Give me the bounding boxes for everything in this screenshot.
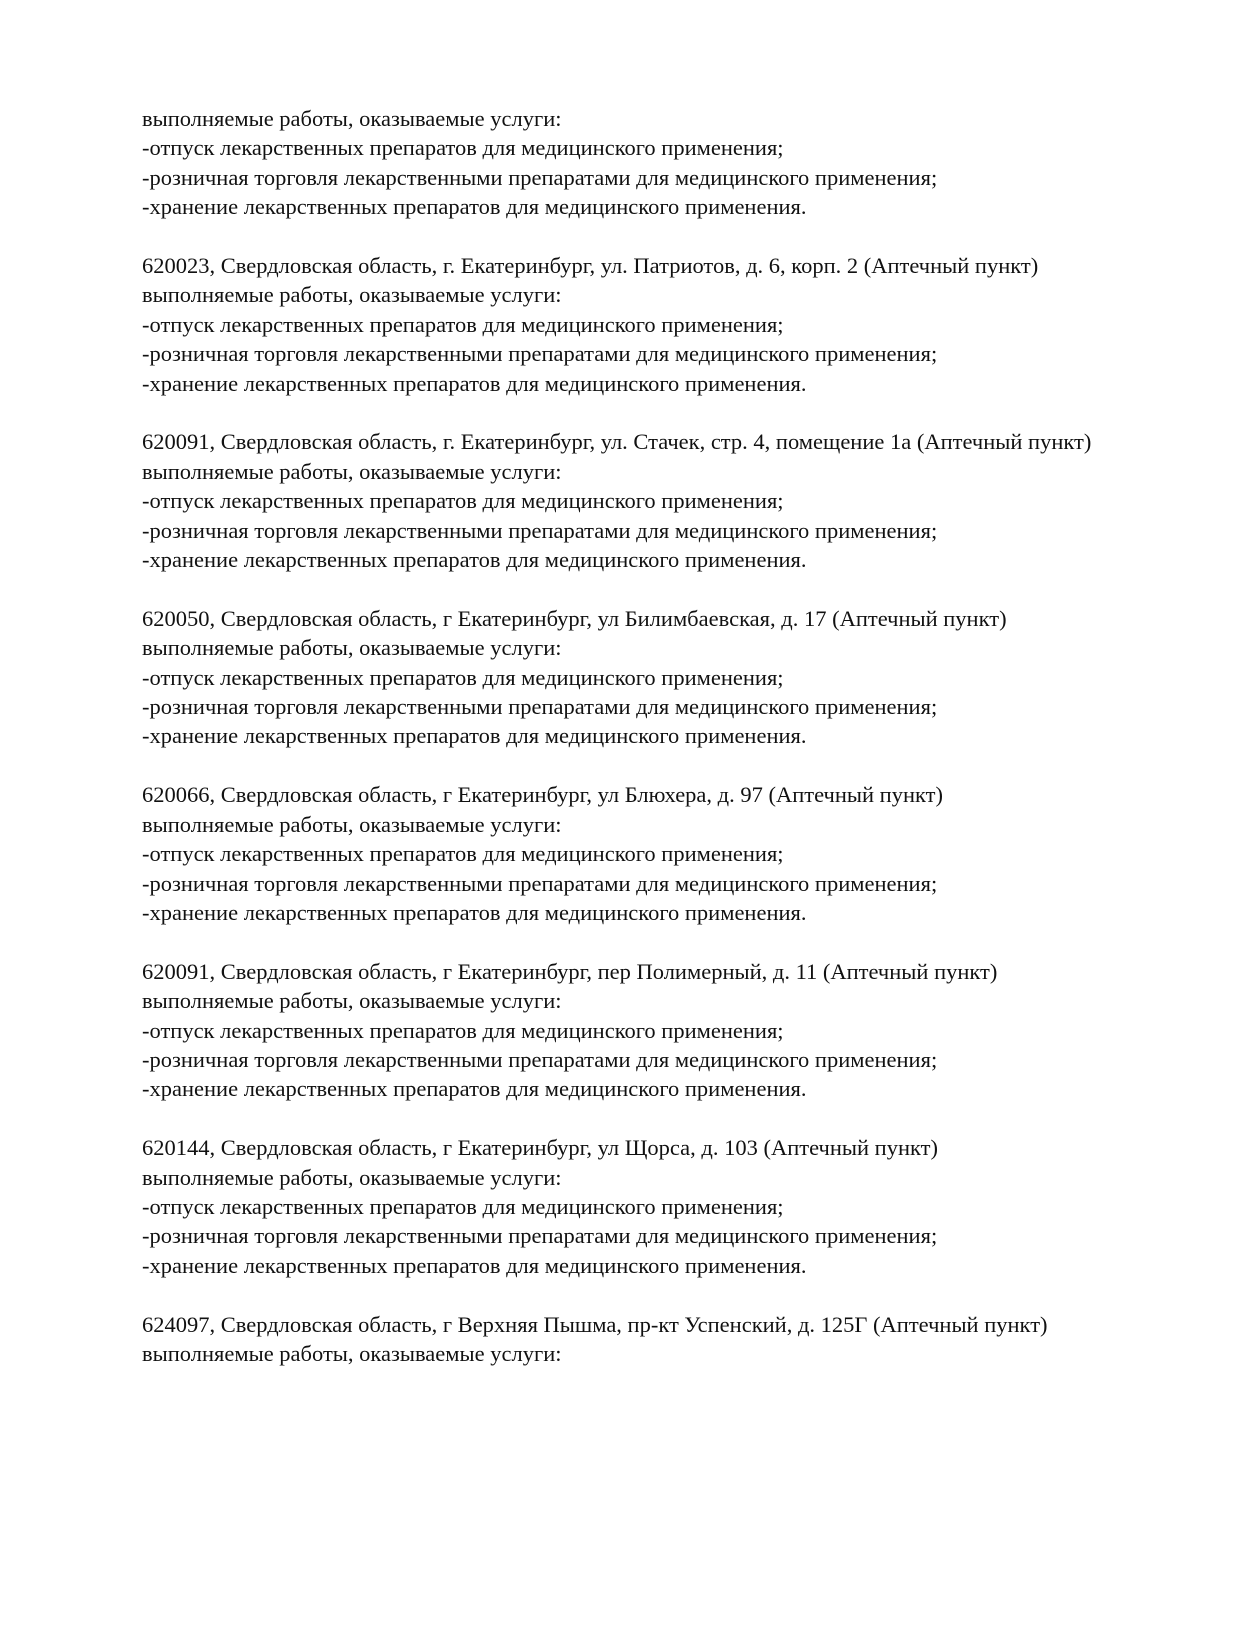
service-item: -розничная торговля лекарственными препаратами для медицинского применения; (142, 694, 938, 720)
service-item: -отпуск лекарственных препаратов для медицинского применения; (142, 1017, 784, 1043)
pharmacy-entry (142, 251, 1142, 398)
service-item: -хранение лекарственных препаратов для медицинского применения. (142, 899, 807, 925)
services-heading: выполняемые работы, оказываемые услуги: (142, 1164, 562, 1190)
services-heading: выполняемые работы, оказываемые услуги: (142, 1340, 562, 1366)
services-heading: выполняемые работы, оказываемые услуги: (142, 635, 562, 661)
service-item: -розничная торговля лекарственными препаратами для медицинского применения; (142, 341, 938, 367)
services-heading: выполняемые работы, оказываемые услуги: (142, 811, 562, 837)
service-item: -хранение лекарственных препаратов для медицинского применения. (142, 370, 807, 396)
service-item: -хранение лекарственных препаратов для медицинского применения. (142, 1076, 807, 1102)
services-heading: выполняемые работы, оказываемые услуги: (142, 988, 562, 1014)
service-item: -хранение лекарственных препаратов для медицинского применения. (142, 547, 807, 573)
service-item: -розничная торговля лекарственными препаратами для медицинского применения; (142, 164, 938, 190)
services-heading: выполняемые работы, оказываемые услуги: (142, 106, 562, 131)
entry-address: 620144, Свердловская область, г Екатеринбург, ул Щорса, д. 103 (Аптечный пункт) (142, 1135, 938, 1161)
service-item: -отпуск лекарственных препаратов для медицинского применения; (142, 488, 784, 514)
service-item: -отпуск лекарственных препаратов для медицинского применения; (142, 311, 784, 337)
pharmacy-entry (142, 1310, 1142, 1369)
service-item: -отпуск лекарственных препаратов для медицинского применения; (142, 664, 784, 690)
entry-address: 620091, Свердловская область, г. Екатеринбург, ул. Стачек, стр. 4, помещение 1а (Аптечный пункт) (142, 429, 1092, 455)
services-heading: выполняемые работы, оказываемые услуги: (142, 282, 562, 308)
services-heading: выполняемые работы, оказываемые услуги: (142, 458, 562, 484)
service-item: -хранение лекарственных препаратов для медицинского применения. (142, 194, 807, 220)
document-content (142, 104, 1142, 1398)
lead-services-block (142, 104, 1142, 222)
entry-address: 620050, Свердловская область, г Екатеринбург, ул Билимбаевская, д. 17 (Аптечный пункт) (142, 605, 1007, 631)
pharmacy-entry (142, 957, 1142, 1104)
service-item: -розничная торговля лекарственными препаратами для медицинского применения; (142, 517, 938, 543)
entry-address: 620091, Свердловская область, г Екатеринбург, пер Полимерный, д. 11 (Аптечный пункт) (142, 958, 998, 984)
service-item: -розничная торговля лекарственными препаратами для медицинского применения; (142, 1223, 938, 1249)
pharmacy-entry (142, 780, 1142, 927)
service-item: -отпуск лекарственных препаратов для медицинского применения; (142, 1193, 784, 1219)
service-item: -розничная торговля лекарственными препаратами для медицинского применения; (142, 1046, 938, 1072)
service-item: -отпуск лекарственных препаратов для медицинского применения; (142, 135, 784, 161)
service-item: -хранение лекарственных препаратов для медицинского применения. (142, 1252, 807, 1278)
entry-address: 620023, Свердловская область, г. Екатеринбург, ул. Патриотов, д. 6, корп. 2 (Аптечный пункт) (142, 253, 1039, 279)
pharmacy-entry (142, 1133, 1142, 1280)
service-item: -отпуск лекарственных препаратов для медицинского применения; (142, 841, 784, 867)
service-item: -хранение лекарственных препаратов для медицинского применения. (142, 723, 807, 749)
pharmacy-entry (142, 427, 1142, 574)
entry-address: 620066, Свердловская область, г Екатеринбург, ул Блюхера, д. 97 (Аптечный пункт) (142, 782, 943, 808)
entry-address: 624097, Свердловская область, г Верхняя Пышма, пр-кт Успенский, д. 125Г (Аптечный пункт) (142, 1311, 1048, 1337)
pharmacy-entry (142, 604, 1142, 751)
service-item: -розничная торговля лекарственными препаратами для медицинского применения; (142, 870, 938, 896)
